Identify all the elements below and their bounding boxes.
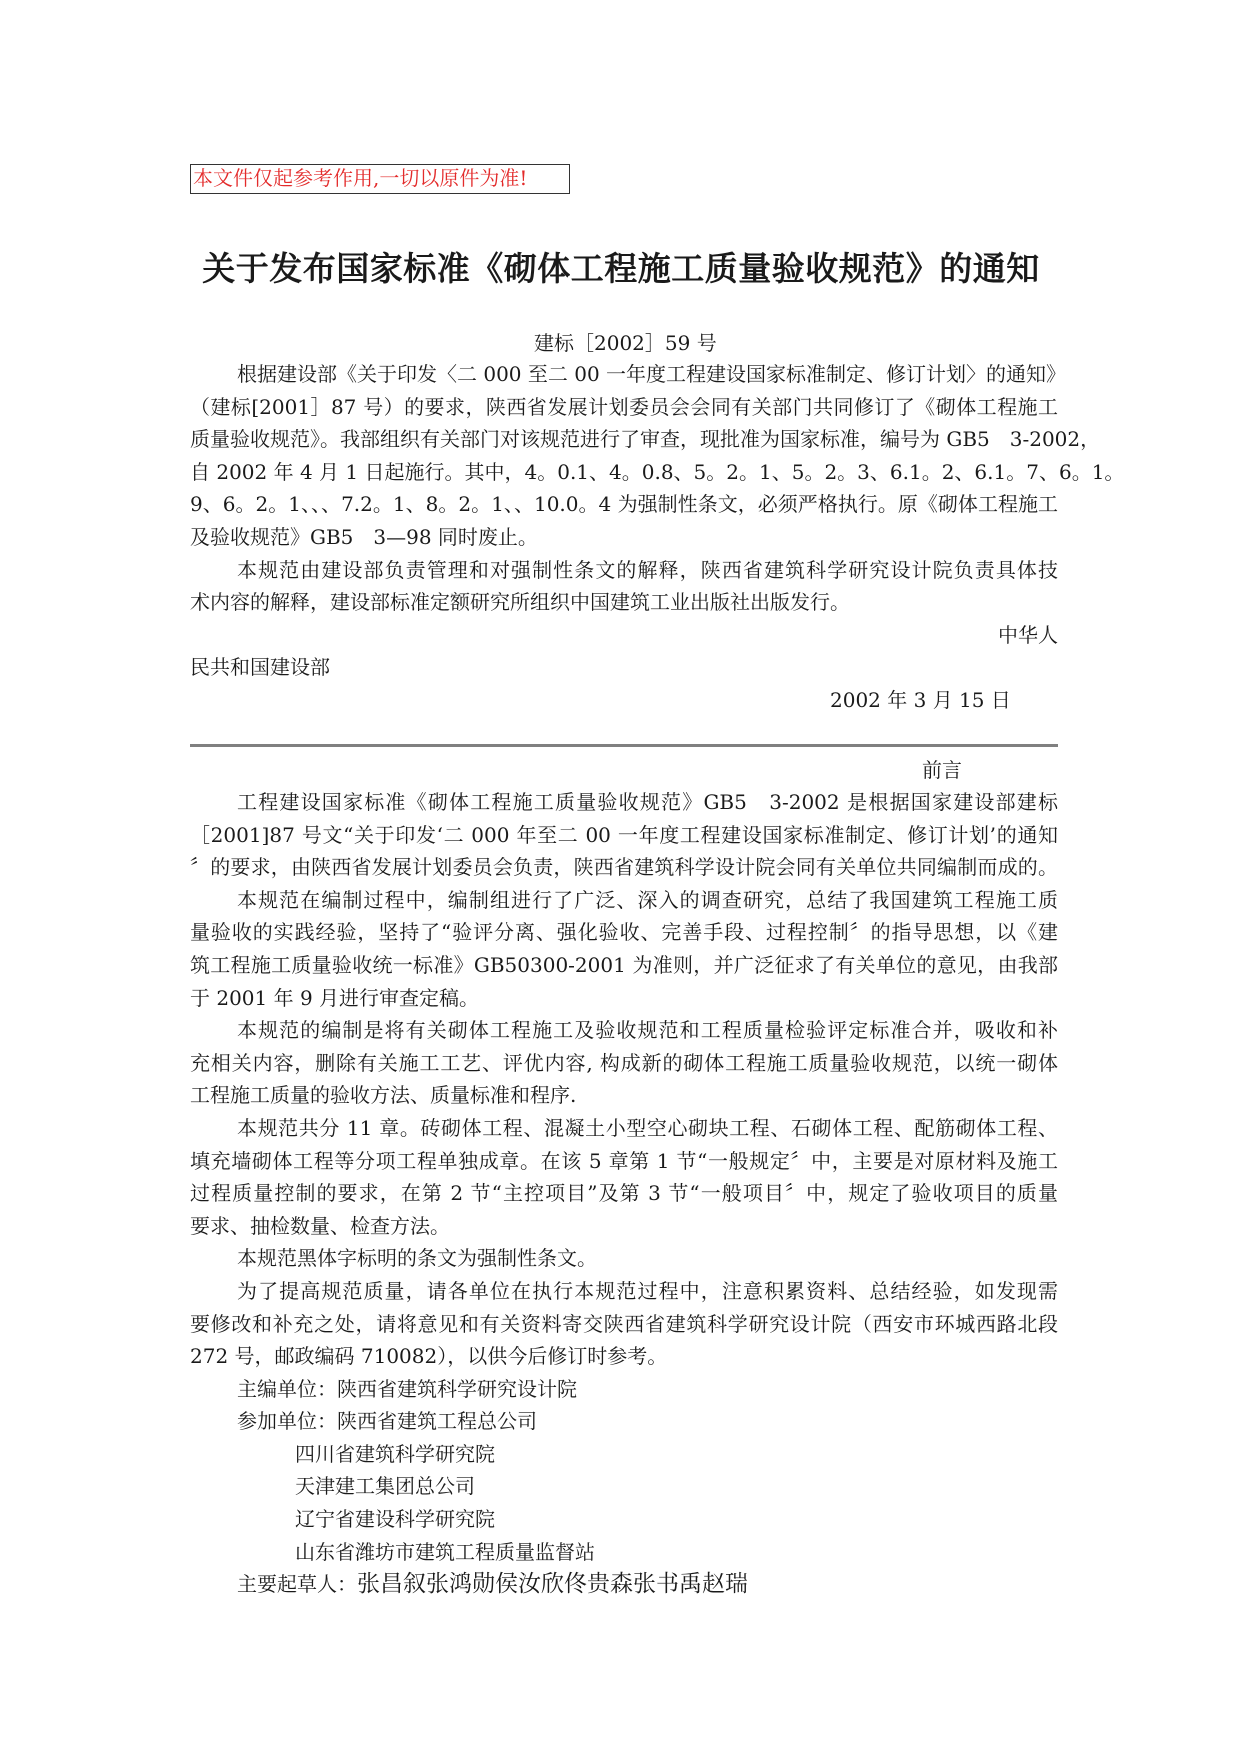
participating-unit: 辽宁省建设科学研究院 [295,1507,495,1532]
signature-line: 中华人 [998,622,1058,647]
drafters-names: 张昌叙张鸿勋侯汝欣佟贵森张书禹赵瑞 [357,1571,748,1598]
participating-unit: 山东省潍坊市建筑工程质量监督站 [295,1539,595,1564]
participating-unit: 四川省建筑科学研究院 [295,1441,495,1466]
disclaimer-box: 本文件仅起参考作用,一切以原件为准! [190,164,570,194]
preface-para3-line: 充相关内容，删除有关施工工艺、评优内容, 构成新的砌体工程施工质量验收规范，以统一砌体 [190,1050,1058,1075]
preface-para1-line: 〞的要求，由陕西省发展计划委员会负责，陕西省建筑科学设计院会同有关单位共同编制而成的。 [190,855,1058,880]
section-divider [190,744,1058,747]
signature-line: 民共和国建设部 [190,655,330,680]
notice-para1-line: （建标[2001］87 号）的要求，陕西省发展计划委员会会同有关部门共同修订了《砌体工程施工 [190,394,1058,419]
document-number: 建标［2002］59 号 [534,331,717,355]
participating-units-label: 参加单位：陕西省建筑工程总公司 [237,1409,537,1434]
notice-para2-line: 本规范由建设部负责管理和对强制性条文的解释，陕西省建筑科学研究设计院负责具体技 [237,557,1058,582]
preface-para2-line: 筑工程施工质量验收统一标准》GB50300-2001 为准则，并广泛征求了有关单位的意见，由我部 [190,952,1058,977]
chief-unit: 主编单位：陕西省建筑科学研究设计院 [237,1376,577,1401]
participating-unit: 天津建工集团总公司 [295,1474,475,1499]
preface-para1-line: ［2001]87 号文“关于印发‘二 000 年至二 00 一年度工程建设国家标准制定、修订计划’的通知 [190,822,1058,847]
notice-body [190,358,1125,717]
preface-para2-line: 于 2001 年 9 月进行审查定稿。 [190,985,480,1010]
preface-para5-line: 本规范黑体字标明的条文为强制性条文。 [237,1246,597,1271]
notice-para1-line: 质量验收规范》。我部组织有关部门对该规范进行了审查，现批准为国家标准，编号为 GB5 3-2002， [190,427,1101,452]
notice-date: 2002 年 3 月 15 日 [830,687,1011,712]
notice-para2-line: 术内容的解释，建设部标准定额研究所组织中国建筑工业出版社出版发行。 [190,590,850,615]
drafters-label: 主要起草人： [237,1572,357,1597]
preface-para6-line: 要修改和补充之处，请将意见和有关资料寄交陕西省建筑科学研究设计院（西安市环城西路北段 [190,1311,1058,1336]
preface-title: 前言 [922,758,962,782]
preface-para6-line: 为了提高规范质量，请各单位在执行本规范过程中，注意积累资料、总结经验，如发现需 [237,1278,1058,1303]
preface-para6-line: 272 号，邮政编码 710082），以供今后修订时参考。 [190,1344,668,1369]
main-drafters-line [190,1568,1058,1601]
preface-para4-line: 过程质量控制的要求，在第 2 节“主控项目”及第 3 节“一般项目〞中，规定了验收项目的质量 [190,1181,1058,1206]
page-title: 关于发布国家标准《砌体工程施工质量验收规范》的通知 [202,249,1040,288]
preface-para4-line: 填充墙砌体工程等分项工程单独成章。在该 5 章第 1 节“一般规定〞中，主要是对原材料及施工 [190,1148,1058,1173]
notice-para1-line: 根据建设部《关于印发〈二 000 至二 00 一年度工程建设国家标准制定、修订计划〉的通知》 [237,362,1067,386]
preface-para4-line: 要求、抽检数量、检查方法。 [190,1213,450,1238]
notice-para1-line: 9、6。2。1、、、7.2。1、8。2。1、、10.0。4 为强制性条文，必须严格执行。原《砌体工程施工 [190,492,1058,517]
notice-para1-line: 及验收规范》GB5 3—98 同时废止。 [190,524,538,549]
preface-para3-line: 本规范的编制是将有关砌体工程施工及验收规范和工程质量检验评定标准合并，吸收和补 [237,1018,1058,1043]
preface-para4-line: 本规范共分 11 章。砖砌体工程、混凝土小型空心砌块工程、石砌体工程、配筋砌体工程、 [237,1115,1058,1140]
preface-para2-line: 本规范在编制过程中，编制组进行了广泛、深入的调查研究，总结了我国建筑工程施工质 [237,887,1058,912]
preface-para1-line: 工程建设国家标准《砌体工程施工质量验收规范》GB5 3-2002 是根据国家建设部建标 [237,790,1058,814]
preface-para2-line: 量验收的实践经验，坚持了“验评分离、强化验收、完善手段、过程控制〞的指导思想，以《建 [190,920,1058,945]
notice-para1-line: 自 2002 年 4 月 1 日起施行。其中，4。0.1、4。0.8、5。2。1、5。2。3、6.1。2、6.1。7、6。1。 [190,459,1125,484]
preface-para3-line: 工程施工质量的验收方法、质量标准和程序. [190,1083,577,1108]
preface-body [190,786,1058,1601]
